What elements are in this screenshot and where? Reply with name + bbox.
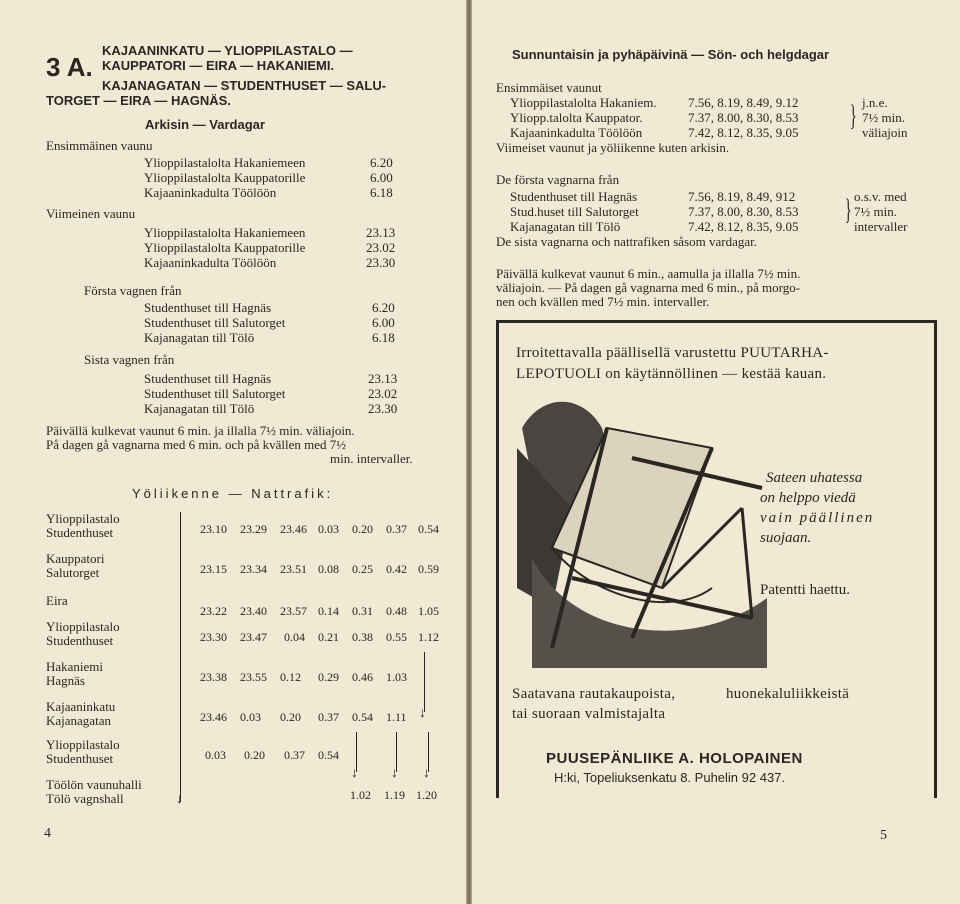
continuation-line (424, 652, 425, 712)
night-time-cell: 0.12 (280, 670, 301, 684)
stop-name-fi: Eira (46, 593, 68, 608)
night-stop-label (46, 778, 142, 806)
sunday-times-sv: 7.56, 8.19, 8.49, 912 7.37, 8.00, 8.30, 8.53 7.42, 8.12, 8.35, 9.05 (688, 189, 799, 234)
night-table-divider (180, 512, 181, 802)
night-time-cell: 23.34 (240, 562, 267, 576)
ad-right-rule (934, 320, 937, 798)
sunday-rows-sv (510, 189, 639, 234)
night-time-cell: 1.20 (416, 788, 437, 802)
ad-slogan: Sateen uhatessa on helppo viedä vain päällinen suojaan. (760, 470, 875, 546)
night-time-cell: 0.59 (418, 562, 439, 576)
night-time-cell: 0.25 (352, 562, 373, 576)
sunday-note-sv: o.s.v. med 7½ min. intervaller (854, 189, 908, 234)
night-time-cell: 23.15 (200, 562, 227, 576)
night-stop-label (46, 512, 120, 540)
night-time-cell: 0.46 (352, 670, 373, 684)
night-time-cell: 23.46 (200, 710, 227, 724)
arrow-down-icon: ↓ (419, 706, 426, 721)
night-time-cell: 1.12 (418, 630, 439, 644)
night-time-cell: 1.11 (386, 710, 407, 724)
interval-note-2: väliajoin. — På dagen gå vagnarna med 6 min., på morgo- (496, 280, 801, 295)
schedule-row: Ylioppilastalolta Hakaniemeen (144, 225, 306, 240)
schedule-row: Studenthuset till Salutorget (144, 315, 286, 330)
first-car-times-fi: 6.20 6.00 6.18 (370, 155, 393, 200)
schedule-row: Yliopp.talolta Kauppator. (510, 110, 643, 125)
first-car-times-sv: 6.20 6.00 6.18 (372, 300, 395, 345)
last-car-rows-fi (144, 225, 305, 270)
night-time-cell: 0.37 (386, 522, 407, 536)
schedule-row: Ylioppilastalolta Kauppatorille (144, 240, 306, 255)
sunday-header: Sunnuntaisin ja pyhäpäivinä — Sön- och helgdagar (512, 47, 830, 62)
brace-icon: } (849, 99, 857, 132)
interval-note-sv-end: min. intervaller. (330, 451, 413, 466)
ad-left-rule (496, 320, 499, 798)
first-car-label-sv: Första vagnen från (84, 283, 182, 298)
arrow-down-icon: ↓ (423, 766, 430, 781)
night-stop-label (46, 738, 120, 766)
first-car-rows-sv (144, 300, 285, 345)
night-time-cell: 23.55 (240, 670, 267, 684)
schedule-row: Ylioppilastalolta Hakaniem. (510, 95, 657, 110)
night-time-cell: 0.48 (386, 604, 407, 618)
schedule-row: Kajanagatan till Tölö (510, 219, 621, 234)
night-time-cell: 23.22 (200, 604, 227, 618)
night-time-cell: 0.21 (318, 630, 339, 644)
route-fi-line-1: KAJAANINKATU — YLIOPPILASTALO — (102, 43, 353, 58)
route-fi-line-2: KAUPPATORI — EIRA — HAKANIEMI. (102, 58, 335, 73)
first-cars-label: Ensimmäiset vaunut (496, 80, 602, 95)
night-time-cell: 0.14 (318, 604, 339, 618)
last-car-label-sv: Sista vagnen från (84, 352, 175, 367)
sunday-times-fi: 7.56, 8.19, 8.49, 9.12 7.37, 8.00, 8.30, 8.53 7.42, 8.12, 8.35, 9.05 (688, 95, 799, 140)
arrow-down-icon: ↓ (176, 792, 183, 807)
night-stop-label (46, 552, 104, 580)
schedule-row: Ylioppilastalolta Hakaniemeen (144, 155, 306, 170)
night-time-cell: 0.38 (352, 630, 373, 644)
right-page (472, 0, 960, 904)
first-car-rows-fi (144, 155, 305, 200)
night-time-cell: 0.20 (352, 522, 373, 536)
night-time-cell: 1.19 (384, 788, 405, 802)
night-time-cell: 0.54 (418, 522, 439, 536)
stop-name-sv: Studenthuset (46, 525, 114, 540)
night-time-cell: 23.30 (200, 630, 227, 644)
ad-headline-2: LEPOTUOLI on käytännöllinen — kestää kauan. (516, 366, 827, 382)
stop-name-sv: Kajanagatan (46, 713, 111, 728)
interval-note-1: Päivällä kulkevat vaunut 6 min., aamulla ja illalla 7½ min. (496, 266, 801, 281)
last-car-rows-sv (144, 371, 285, 416)
night-time-cell: 0.20 (244, 748, 265, 762)
route-number: 3 A. (46, 52, 93, 82)
page-number-right: 5 (880, 828, 887, 843)
left-page (0, 0, 466, 904)
last-car-times-sv: 23.13 23.02 23.30 (368, 371, 398, 416)
schedule-row: Ylioppilastalolta Kauppatorille (144, 170, 306, 185)
night-time-cell: 0.37 (318, 710, 339, 724)
brace-icon: } (844, 193, 852, 226)
stop-name-sv: Salutorget (46, 565, 100, 580)
night-stop-label (46, 594, 68, 608)
night-time-cell: 23.10 (200, 522, 227, 536)
night-time-cell: 23.38 (200, 670, 227, 684)
stop-name-fi: Kauppatori (46, 551, 105, 566)
arrow-down-icon: ↓ (351, 766, 358, 781)
first-cars-label-sv: De första vagnarna från (496, 172, 620, 187)
last-car-times-fi: 23.13 23.02 23.30 (366, 225, 396, 270)
page-number-left: 4 (44, 826, 51, 841)
schedule-row: Studenthuset till Hagnäs (510, 189, 638, 204)
night-stop-label (46, 620, 120, 648)
stop-name-fi: Hakaniemi (46, 659, 104, 674)
schedule-row: Kajaaninkadulta Töölöön (144, 255, 277, 270)
route-sv-line-2: TORGET — EIRA — HAGNÄS. (46, 93, 231, 108)
interval-note-sv: På dagen gå vagnarna med 6 min. och på kvällen med 7½ (46, 437, 346, 452)
stop-name-sv: Studenthuset (46, 633, 114, 648)
night-time-cell: 0.54 (318, 748, 339, 762)
schedule-row: Kajaaninkadulta Töölöön (510, 125, 643, 140)
first-car-label-fi: Ensimmäinen vaunu (46, 138, 153, 153)
stop-name-fi: Töölön vaunuhalli (46, 777, 142, 792)
night-time-cell: 0.08 (318, 562, 339, 576)
schedule-row: Studenthuset till Hagnäs (144, 371, 272, 386)
stop-name-fi: Ylioppilastalo (46, 737, 120, 752)
night-traffic-title: Yöliikenne — Nattrafik: (132, 486, 334, 501)
night-time-cell: 0.31 (352, 604, 373, 618)
stop-name-fi: Ylioppilastalo (46, 619, 120, 634)
stop-name-sv: Studenthuset (46, 751, 114, 766)
ad-top-rule (496, 320, 934, 323)
ad-availability-3: tai suoraan valmistajalta (512, 706, 666, 722)
last-car-label-fi: Viimeinen vaunu (46, 206, 136, 221)
night-time-cell: 0.42 (386, 562, 407, 576)
stop-name-fi: Kajaaninkatu (46, 699, 116, 714)
garden-chair-illustration (512, 388, 772, 668)
night-time-cell: 23.51 (280, 562, 307, 576)
stop-name-fi: Ylioppilastalo (46, 511, 120, 526)
interval-note-3: nen och kvällen med 7½ min. intervaller. (496, 294, 710, 309)
stop-name-sv: Hagnäs (46, 673, 85, 688)
ad-company-name: PUUSEPÄNLIIKE A. HOLOPAINEN (546, 750, 803, 767)
sunday-note-fi: j.n.e. 7½ min. väliajoin (862, 95, 908, 140)
night-time-cell: 23.46 (280, 522, 307, 536)
ad-patent-note: Patentti haettu. (760, 582, 850, 598)
night-time-cell: 0.03 (318, 522, 339, 536)
ad-availability-2: huonekaluliikkeistä (726, 686, 850, 702)
night-time-cell: 1.05 (418, 604, 439, 618)
arrow-down-icon: ↓ (391, 766, 398, 781)
schedule-row: Stud.huset till Salutorget (510, 204, 639, 219)
schedule-row: Kajaaninkadulta Töölöön (144, 185, 277, 200)
night-time-cell: 23.40 (240, 604, 267, 618)
night-time-cell: 1.03 (386, 670, 407, 684)
night-time-cell: 0.03 (205, 748, 226, 762)
ad-availability-1: Saatavana rautakaupoista, (512, 686, 676, 702)
night-time-cell: 23.57 (280, 604, 307, 618)
ad-headline-1: Irroitettavalla päällisellä varustettu PUUTARHA- (516, 345, 829, 361)
night-time-cell: 0.55 (386, 630, 407, 644)
day-header: Arkisin — Vardagar (145, 117, 265, 132)
night-time-cell: 0.29 (318, 670, 339, 684)
night-time-cell: 0.37 (284, 748, 305, 762)
night-time-cell: 0.20 (280, 710, 301, 724)
night-time-cell: 0.54 (352, 710, 373, 724)
night-time-cell: 23.29 (240, 522, 267, 536)
night-time-cell: 0.04 (284, 630, 305, 644)
schedule-row: Studenthuset till Hagnäs (144, 300, 272, 315)
night-time-cell: 23.47 (240, 630, 267, 644)
night-time-cell: 1.02 (350, 788, 371, 802)
interval-note-fi: Päivällä kulkevat vaunut 6 min. ja illalla 7½ min. väliajoin. (46, 423, 355, 438)
night-stop-label (46, 700, 115, 728)
ad-company-address: H:ki, Topeliuksenkatu 8. Puhelin 92 437. (554, 770, 786, 785)
schedule-row: Kajanagatan till Tölö (144, 330, 255, 345)
last-cars-note-fi: Viimeiset vaunut ja yöliikenne kuten arkisin. (496, 140, 730, 155)
last-cars-note-sv: De sista vagnarna och nattrafiken såsom vardagar. (496, 234, 757, 249)
sunday-rows-fi (510, 95, 657, 140)
night-stop-label (46, 660, 103, 688)
stop-name-sv: Tölö vagnshall (46, 791, 124, 806)
schedule-row: Kajanagatan till Tölö (144, 401, 255, 416)
route-sv-line-1: KAJANAGATAN — STUDENTHUSET — SALU- (102, 78, 387, 93)
schedule-row: Studenthuset till Salutorget (144, 386, 286, 401)
night-time-cell: 0.03 (240, 710, 261, 724)
